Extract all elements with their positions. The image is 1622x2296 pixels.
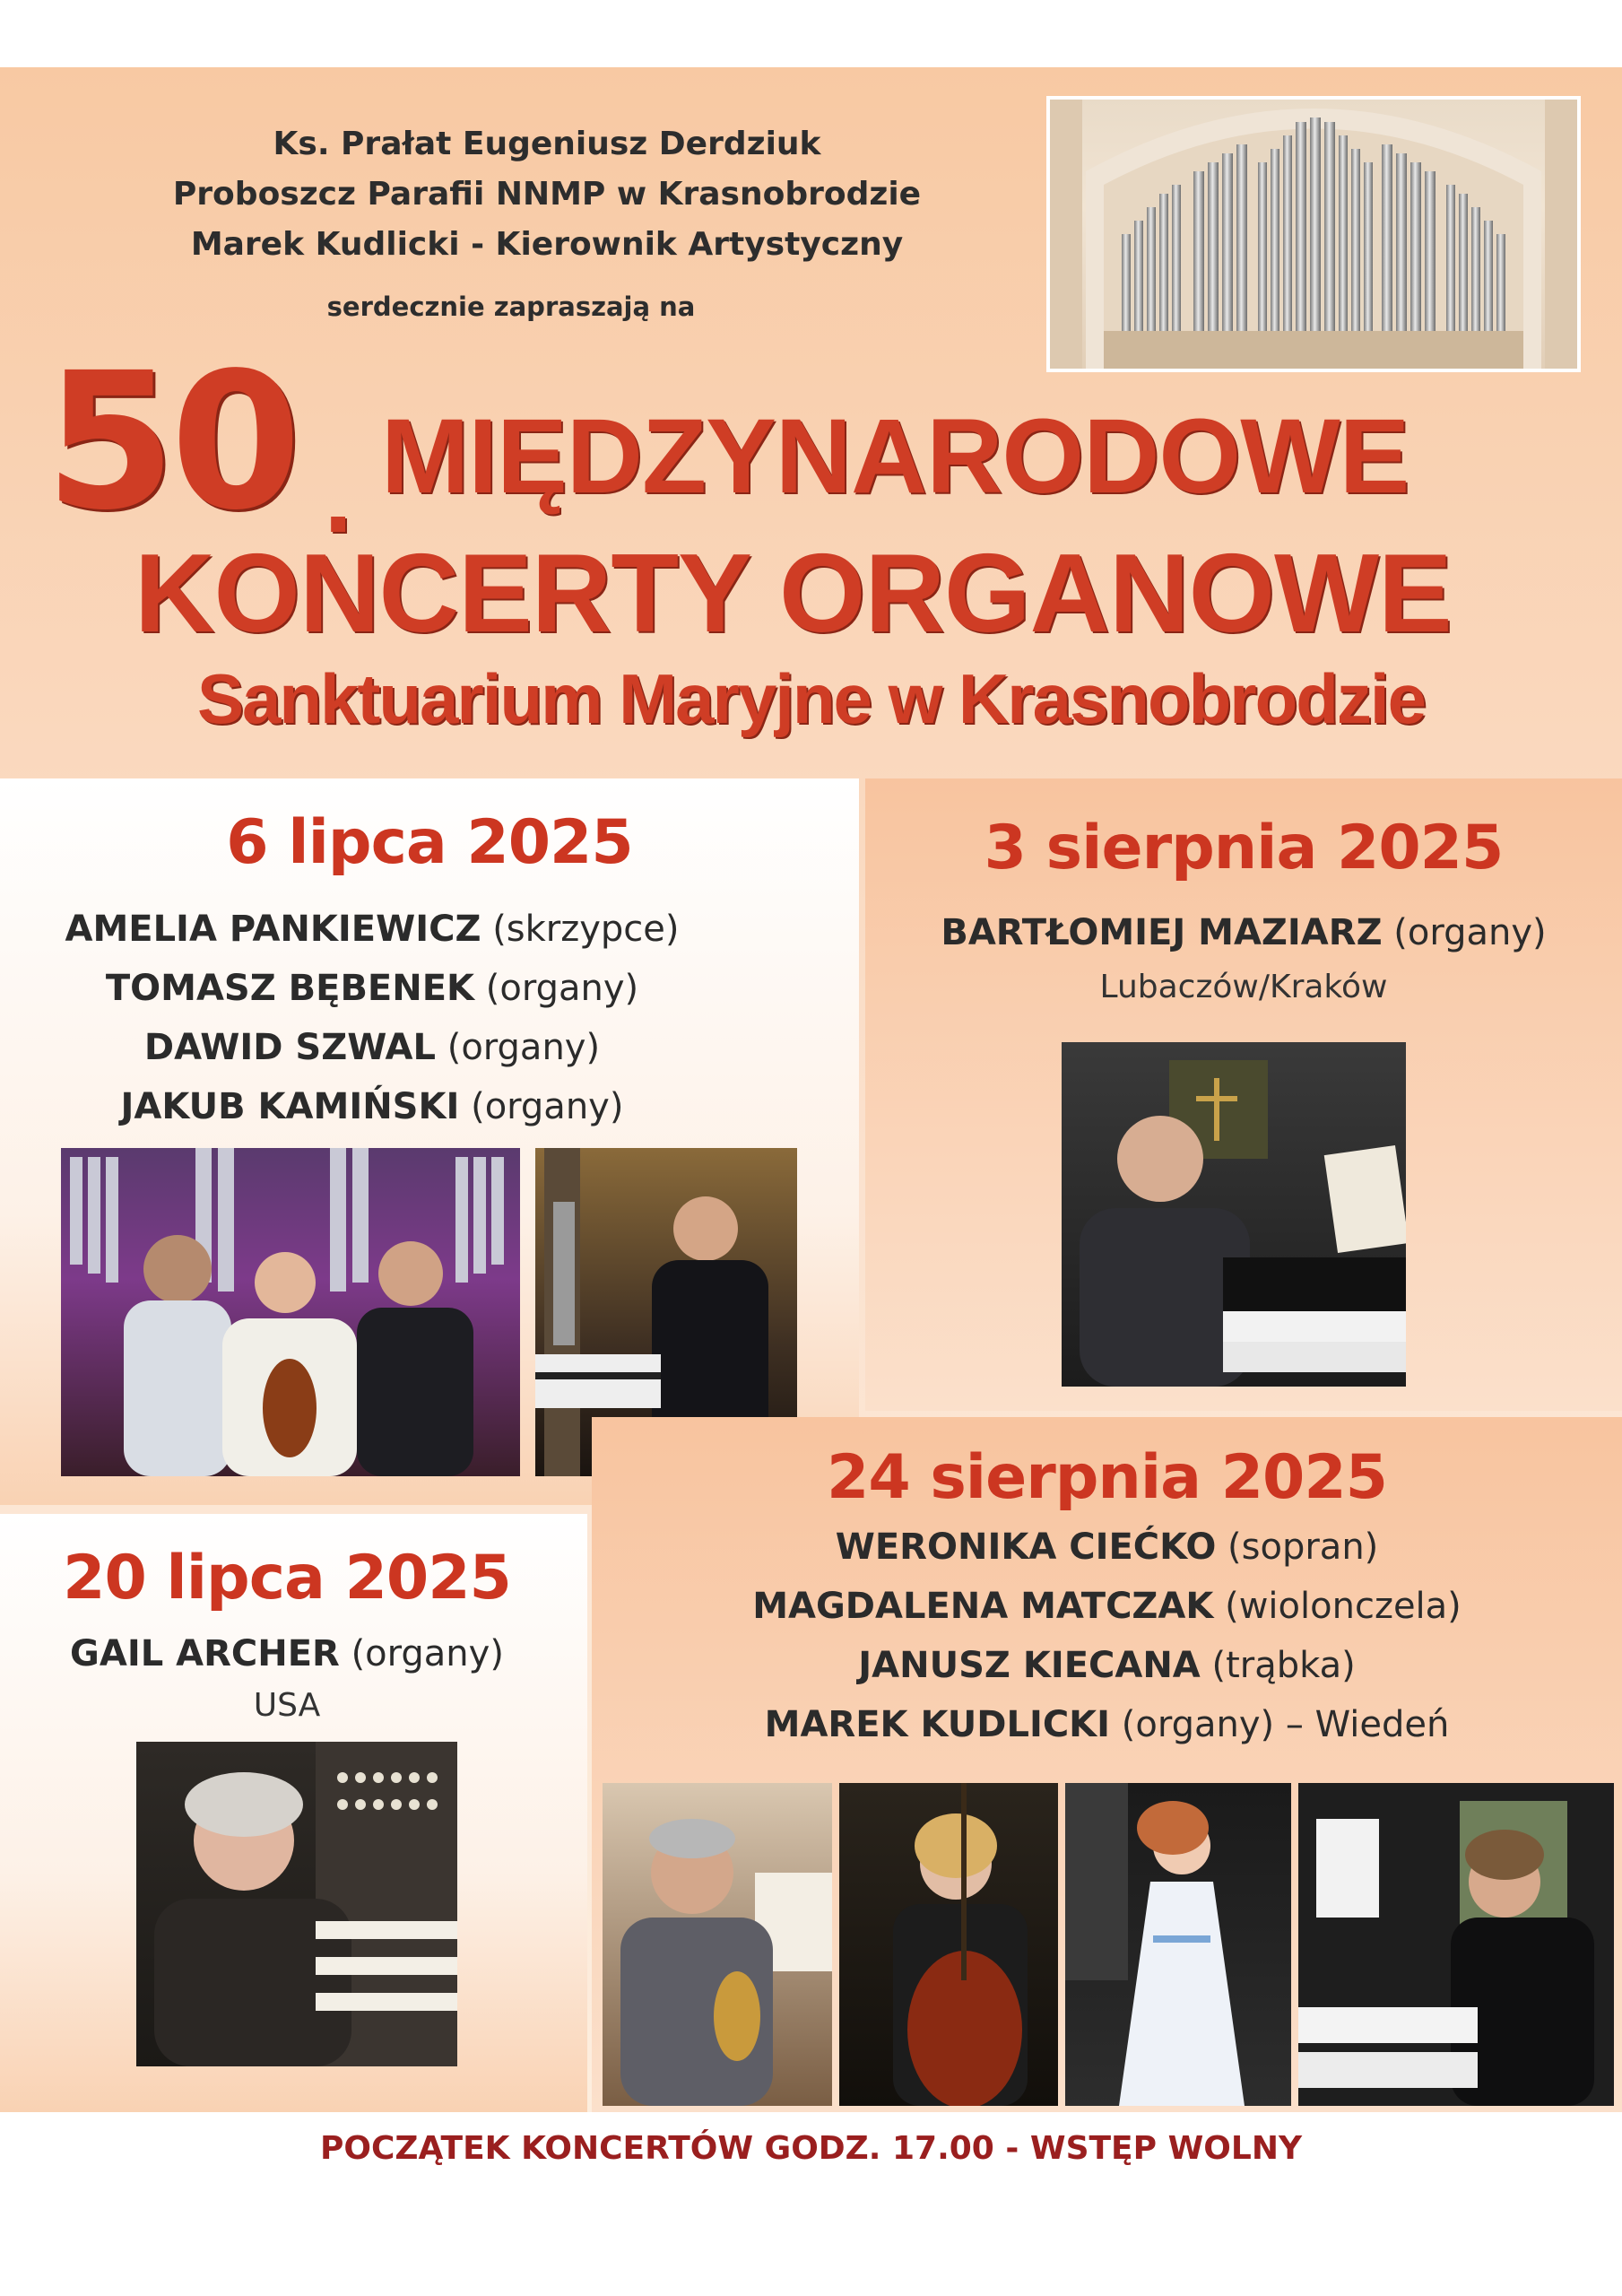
concert-1-artist-2 [0, 968, 744, 1009]
concert-panel-4 [592, 1417, 1622, 2112]
kiecana-photo-image [603, 1783, 832, 2106]
title-line-1: MIĘDZYNARODOWE [381, 397, 1409, 516]
title-line-2: KONCERTY ORGANOWE [134, 532, 1452, 656]
concert-4-artist-2 [592, 1586, 1622, 1627]
artist-name: AMELIA PANKIEWICZ [65, 909, 481, 950]
artist-role: (organy) [447, 1027, 601, 1068]
header-line-3: Marek Kudlicki - Kierownik Artystyczny [190, 226, 904, 263]
archer-photo-image [136, 1742, 457, 2066]
concert-panel-3 [0, 1514, 587, 2112]
header-line-2: Proboszcz Parafii NNMP w Krasnobrodzie [172, 176, 922, 213]
organ-photo [1046, 96, 1581, 372]
concert-panel-2 [865, 778, 1622, 1411]
subtitle: Sanktuarium Maryjne w Krasnobrodzie [196, 659, 1425, 738]
concert-4-artist-4 [592, 1704, 1622, 1745]
artist-role: (trąbka) [1211, 1645, 1356, 1686]
concert-4-date: 24 sierpnia 2025 [827, 1442, 1387, 1513]
artist-name: MAREK KUDLICKI [764, 1704, 1111, 1745]
invite-text: serdecznie zapraszają na [326, 291, 696, 322]
artist-role: (organy) [351, 1633, 504, 1674]
concert-2-date: 3 sierpnia 2025 [984, 813, 1504, 883]
concert-2-origin: Lubaczów/Kraków [1099, 969, 1388, 1005]
concert-1-date: 6 lipca 2025 [226, 807, 633, 878]
artist-role: (organy) [471, 1086, 624, 1127]
ciecko-photo-image [1065, 1783, 1291, 2106]
footer-note: POCZĄTEK KONCERTÓW GODZ. 17.00 - WSTĘP WOLNY [319, 2130, 1303, 2167]
group-photo-image [61, 1148, 520, 1476]
concert-4-photo-cello [839, 1783, 1058, 2106]
artist-name: BARTŁOMIEJ MAZIARZ [941, 912, 1383, 953]
maziarz-photo-image [1062, 1042, 1406, 1387]
concert-panel-1 [0, 778, 859, 1505]
concert-4-artist-3 [592, 1645, 1622, 1686]
organ-pipes-image [1050, 100, 1577, 369]
artist-name: MAGDALENA MATCZAK [752, 1586, 1214, 1627]
concert-1-photo-group [61, 1148, 520, 1476]
concert-4-photo-trumpet [603, 1783, 832, 2106]
artist-role: (organy) – Wiedeń [1121, 1704, 1450, 1745]
concert-3-artist-1 [0, 1633, 574, 1674]
kudlicki-photo-image [1298, 1783, 1614, 2106]
concert-3-origin: USA [253, 1687, 321, 1724]
artist-name: JAKUB KAMIŃSKI [120, 1086, 460, 1127]
artist-name: JANUSZ KIECANA [858, 1645, 1201, 1686]
concert-4-artist-1 [592, 1526, 1622, 1568]
concert-3-photo [136, 1742, 457, 2066]
artist-name: DAWID SZWAL [143, 1027, 436, 1068]
concert-3-date: 20 lipca 2025 [63, 1543, 511, 1613]
artist-role: (sopran) [1227, 1526, 1379, 1568]
title-dot: . [323, 457, 354, 552]
artist-role: (wiolonczela) [1225, 1586, 1462, 1627]
concert-1-artist-3 [0, 1027, 744, 1068]
artist-role: (skrzypce) [492, 909, 680, 950]
matczak-photo-image [839, 1783, 1058, 2106]
concert-1-artist-4 [0, 1086, 744, 1127]
artist-role: (organy) [1393, 912, 1547, 953]
artist-name: GAIL ARCHER [70, 1633, 340, 1674]
header-line-1: Ks. Prałat Eugeniusz Derdziuk [273, 126, 821, 162]
title-number: 50 [45, 332, 297, 552]
artist-role: (organy) [485, 968, 639, 1009]
concert-2-artist-1 [865, 912, 1622, 953]
concert-4-photo-organist [1298, 1783, 1614, 2106]
concert-1-artist-1 [0, 909, 744, 950]
artist-name: TOMASZ BĘBENEK [105, 968, 475, 1009]
concert-2-photo [1062, 1042, 1406, 1387]
artist-name: WERONIKA CIEĆKO [835, 1526, 1217, 1568]
concert-4-photo-soprano [1065, 1783, 1291, 2106]
